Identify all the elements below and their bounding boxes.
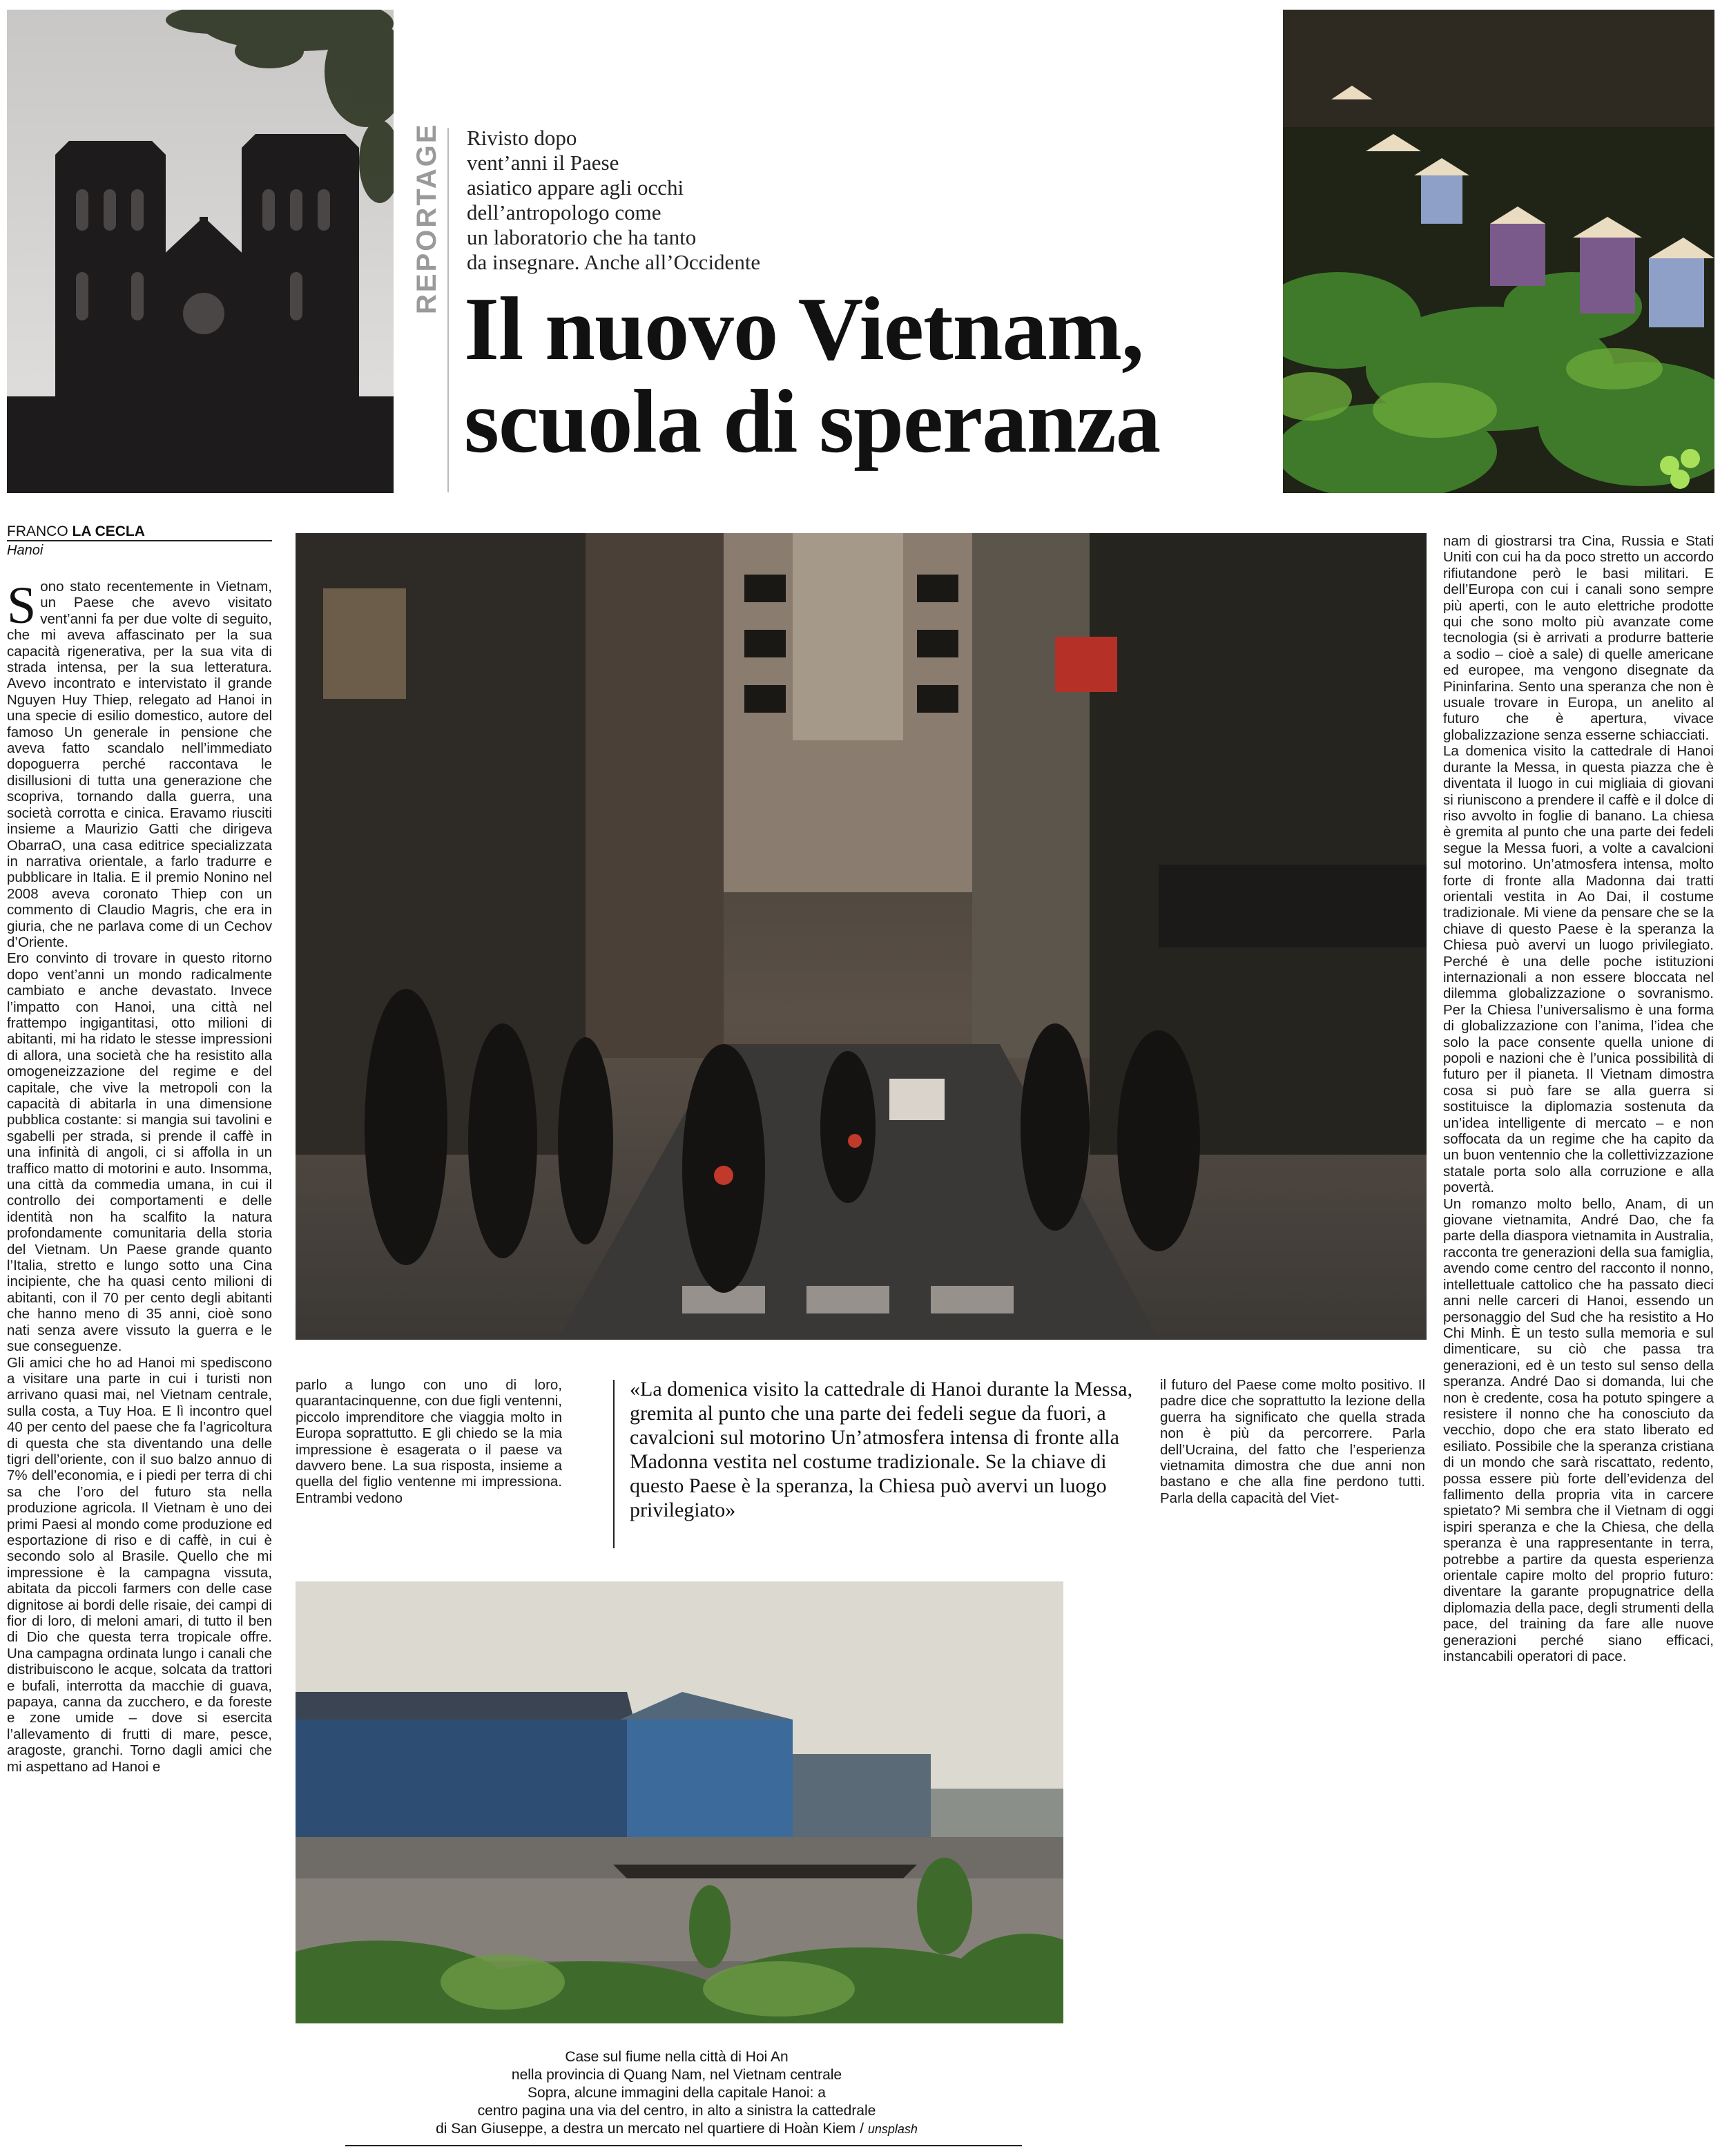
body-paragraph: Ero convinto di trovare in questo ritorno dopo vent’anni un mondo radicalmente cambiato e anche devastato. Invece l’impatto con Hanoi, una città nel frattempo ingigantitasi, otto milioni di abitanti, mi ha ridato le stesse impressioni di allora, una società che ha resistito alla omogeneizzazione del regime e del capitale, che vive la metropoli con la capacità di abitarla in una dimensione pubblica costante: si mangia sui tavolini e sgabelli per strada, si prende il caffè in una infinità di angoli, ci si affolla in un traffico matto di motorini e auto. Insomma, una città da commedia umana, in cui il controllo dei comportamenti e delle identità non ha scalfito la natura profondamente comunitaria della storia del Vietnam. Un Paese grande quanto l’Italia, stretto e lungo sotto una Cina incipiente, che ha quasi cento milioni di abitanti, con il 70 per cento degli abitanti che hanno meno di 35 anni, cioè sono nati senza avere vissuto la guerra e le sue conseguenze. (7, 950, 272, 1355)
caption-line: Case sul fiume nella città di Hoi An (565, 2049, 789, 2065)
body-column-1 (7, 579, 272, 2146)
kicker-line: da insegnare. Anche all’Occidente (467, 250, 761, 274)
kicker (467, 126, 853, 275)
byline-rule (7, 540, 272, 541)
author-last-name: LA CECLA (72, 523, 145, 539)
headline-line-1: Il nuovo Vietnam, (464, 279, 1143, 379)
caption-line: centro pagina una via del centro, in alto a sinistra la cattedrale (477, 2103, 876, 2119)
caption-text: di San Giuseppe, a destra un mercato nel quartiere di Hoàn Kiem / (436, 2121, 864, 2137)
dateline: Hanoi (7, 543, 44, 558)
photo-credit: unsplash (867, 2122, 918, 2136)
body-paragraph: La domenica visito la cattedrale di Hanoi durante la Messa, in questa piazza che è diventata il luogo in cui migliaia di giovani si riuniscono a prendere il caffè e il dolce di riso avvolto in foglie di banano. La chiesa è gremita al punto che una parte dei fedeli segue la Messa fuori, a volte a cavalcioni sul motorino. Un’atmosfera intensa, molto forte di fronte alla Madonna dai tratti orientali vestita in Ao Dai, il costume tradizionale. Mi viene da pensare che se la chiave di questo Paese è la speranza la Chiesa può avervi un luogo privilegiato. Perché è una delle poche istituzioni internazionali a non essere bloccata nel dilemma globalizzazione o sovranismo. Per la Chiesa l’universalismo è una forma di globalizzazione con l’anima, l’idea che solo la pace consente quella unione di popoli e nazioni che è l’unica possibilità di futuro per il pianeta. Il Vietnam dimostra cosa si può fare se alla guerra si sostituisce la diplomazia sostenuta da un’idea intelligente di mercato – e non soffocata da un regime che ha capito da un buon ventennio che la collettivizzazione statale porta solo alla corruzione e alla povertà. (1443, 743, 1714, 1196)
kicker-line: asiatico appare agli occhi (467, 175, 684, 200)
body-paragraph (7, 579, 272, 950)
market-photo (1283, 10, 1714, 493)
author-first-name: FRANCO (7, 523, 68, 539)
kicker-line: Rivisto dopo (467, 126, 577, 150)
caption-line: nella provincia di Quang Nam, nel Vietnam centrale (511, 2067, 842, 2083)
pullquote: «La domenica visito la cattedrale di Hanoi durante la Messa, gremita al punto che una parte dei fedeli segue da fuori, a cavalcioni sul motorino Un’atmosfera intensa di fronte alla Madonna vestita nel costume tradizionale. Se la chiave di questo Paese è la speranza, la Chiesa può avervi un luogo privilegiato» (630, 1378, 1133, 1521)
drop-cap: S (7, 579, 37, 635)
body-column-4 (1443, 533, 1714, 2149)
body-paragraph: Un romanzo molto bello, Anam, di un giovane vietnamita, André Dao, che fa parte della diaspora vietnamita in Australia, racconta tre generazioni della sua famiglia, avendo come centro del racconto il nonno, intellettuale cattolico che ha passato dieci anni nelle carceri di Hanoi, essendo un personaggio del Sud che ha resistito a Ho Chi Minh. È un testo sulla memoria e sul dimenticare, su ciò che passa tra generazioni, ed è un testo sul senso della speranza. André Dao si domanda, lui che non è credente, cosa ha potuto spingere a resistere il nonno che ha conosciuto da vecchio, dopo che era stato liberato ed esiliato. Possibile che la speranza cristiana di un mondo che sarà riscattato, redento, possa essere più forte dell’evidenza del fallimento della propria vita in carcere spietato? Mi sembra che il Vietnam di oggi ispiri speranza e che la Chiesa, che della speranza è una rappresentante in terra, potrebbe a partire da questa esperienza orientale capire molto del proprio futuro: diventare la garante propugnatrice della diplomazia della pace, degli strumenti della pace, del training da fare alle nuove generazioni perché siano efficaci, instancabili operatori di pace. (1443, 1195, 1714, 1665)
author (7, 523, 145, 540)
paragraph-text: ono stato recentemente in Vietnam, un Paese che avevo visitato vent’anni fa per due volte di seguito, che mi aveva affascinato per la sua capacità rigenerativa, per la sua vita di strada intensa, per la sua letteratura. Avevo incontrato e intervistato il grande Nguyen Huy Thiep, relegato ad Hanoi in una specie di esilio domestico, autore del famoso Un generale in pensione che aveva fatto scandalo nell’immediato dopoguerra perché raccontava le disillusioni di tutta una generazione che scopriva, tornando dalla guerra, una società corrotta e cinica. Eravamo riusciti insieme a Maurizio Gatti che dirigeva ObarraO, una casa editrice specializzata in narrativa orientale, a farlo tradurre e pubblicare in Italia. E il premio Nonino nel 2008 aveva coronato Thiep con un commento di Claudio Magris, che era in giuria, che ne parlava come di un Cechov d’Oriente. (7, 579, 272, 950)
kicker-divider (447, 128, 449, 492)
body-column-3: il futuro del Paese come molto positivo. Il padre dice che soprattutto la lezione della guerra ha significato che quella strada non è più da percorrere. Parla dell’Ucraina, del fatto che l’esperienza vietnamita dimostra che due anni non bastano e che alla fine perdono tutti. Parla della capacità del Viet- (1160, 1377, 1425, 1506)
kicker-line: vent’anni il Paese (467, 151, 619, 175)
headline (464, 279, 1279, 472)
caption-line: Sopra, alcune immagini della capitale Hanoi: a (528, 2085, 826, 2101)
section-label: REPORTAGE (412, 122, 442, 314)
photo-caption (345, 2048, 1008, 2138)
caption-line (345, 2120, 1008, 2138)
river-houses-photo (296, 1581, 1063, 2023)
kicker-line: un laboratorio che ha tanto (467, 225, 697, 249)
body-paragraph: nam di giostrarsi tra Cina, Russia e Stati Uniti con cui ha da poco stretto un accordo rifiutandone però le basi militari. E dell’Europa con cui i canali sono sempre più aperti, con le auto elettriche prodotte qui che sono molto più avanzate come tecnologia (si è arrivati a produrre batterie a sodio – cioè a sale) di quelle americane ed europee, ma vengono disegnate da Pininfarina. Sento una speranza che non è usuale trovare in Europa, un anelito al futuro che è apertura, vivace globalizzazione senza esserne schiacciati. (1443, 533, 1714, 743)
body-column-2: parlo a lungo con uno di loro, quarantacinquenne, con due figli ventenni, piccolo imprenditore che viaggia molto in Europa soprattutto. E gli chiedo se la mia impressione è esagerata o il paese va davvero bene. La sua risposta, insieme a quella del figlio ventenne mi impressiona. Entrambi vedono (296, 1377, 562, 1506)
body-paragraph: Gli amici che ho ad Hanoi mi spediscono a visitare una parte in cui i turisti non arrivano quasi mai, nel Vietnam centrale, sulla costa, a Tuy Hoa. E lì incontro quel 40 per cento del paese che fa l’agricoltura di questa che sta diventando una delle tigri dell’oriente, con il suo balzo annuo di 7% dell’economia, e i piedi per terra di chi sa che l’oro del futuro sta nella produzione agricola. Il Vietnam è uno dei primi Paesi al mondo come produzione ed esportazione di riso e di caffè, in cui è secondo solo al Brasile. Quello che mi impressione è la campagna vissuta, abitata da piccoli farmers con delle case dignitose ai bordi delle risaie, dei campi di fior di loro, di meloni amari, di tutto il ben di Dio che questa terra tropicale offre. Una campagna ordinata lungo i canali che distribuiscono le acque, solcata da trattori e bufali, interrotta da macchie di guava, papaya, canna da zucchero, e da foreste e zone umide – dove si esercita l’allevamento di frutti di mare, pesce, aragoste, granchi. Torno dagli amici che mi aspettano ad Hanoi e (7, 1354, 272, 1775)
headline-line-2: scuola di speranza (464, 372, 1161, 472)
caption-rule (345, 2145, 1022, 2146)
pullquote-rule (613, 1380, 615, 1548)
cathedral-photo (7, 10, 394, 493)
kicker-line: dell’antropologo come (467, 200, 661, 224)
street-photo (296, 533, 1427, 1340)
